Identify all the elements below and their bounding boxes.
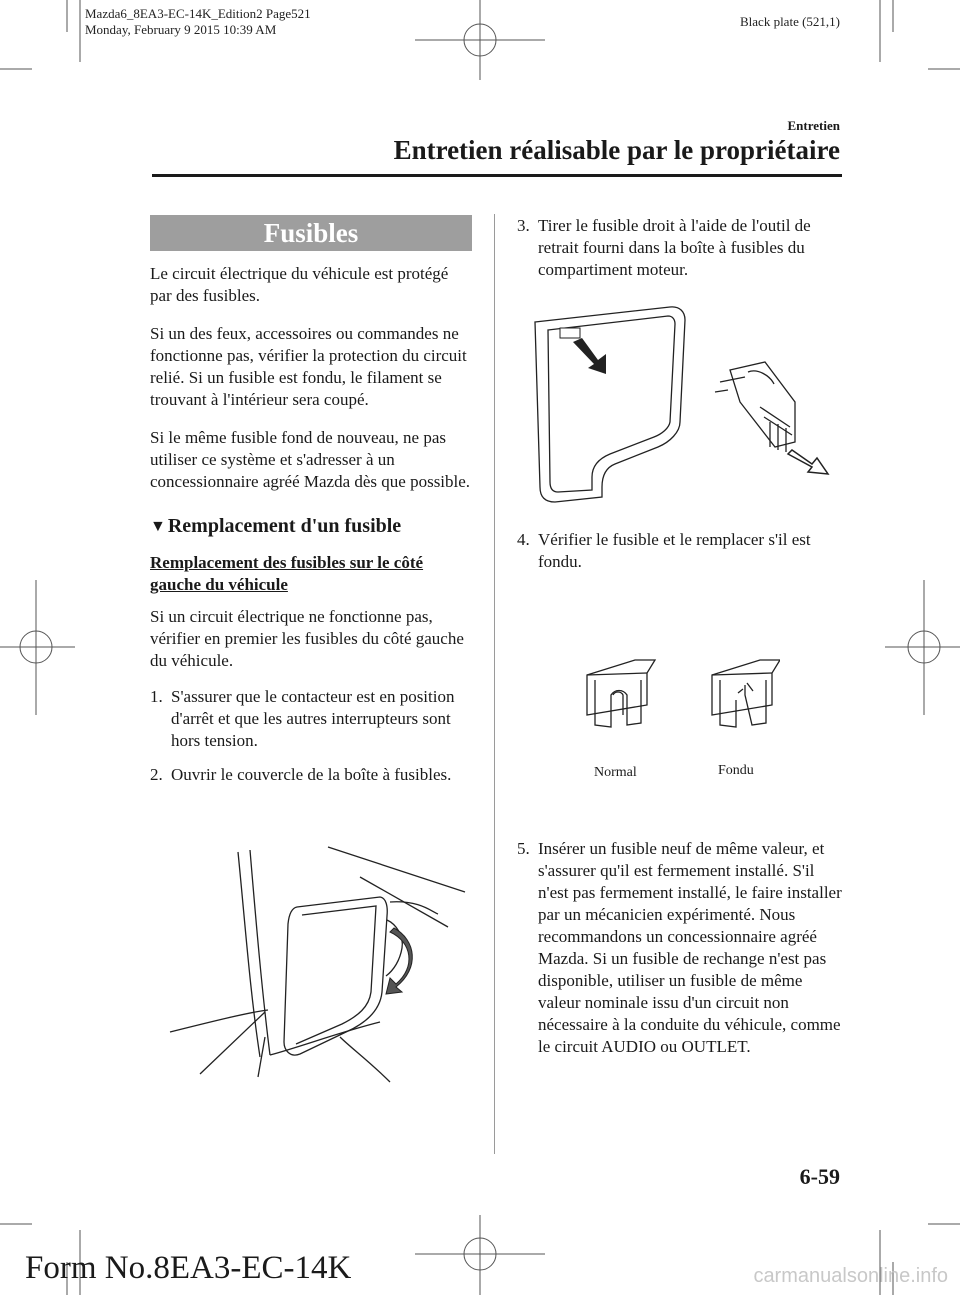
step-item xyxy=(517,215,847,281)
page-number: 6-59 xyxy=(799,1164,840,1189)
step-item xyxy=(517,529,847,573)
right-column xyxy=(517,215,847,281)
step-item xyxy=(150,764,472,786)
fuse-puller-illustration xyxy=(530,302,840,507)
print-header-file: Mazda6_8EA3-EC-14K_Edition2 Page521 xyxy=(85,6,311,21)
intro-paragraph: Le circuit électrique du véhicule est protégé par des fusibles. xyxy=(150,264,449,305)
step-number: 1. xyxy=(150,687,163,706)
step-text: Tirer le fusible droit à l'aide de l'outil de retrait fourni dans la boîte à fusibles du compartiment moteur. xyxy=(538,216,811,279)
subheading-text: Remplacement d'un fusible xyxy=(167,515,402,537)
warning-paragraph: Si le même fusible fond de nouveau, ne pas utiliser ce système et s'adresser à un concessionnaire agréé Mazda dès que possible. xyxy=(150,428,471,491)
column-divider xyxy=(494,214,495,1154)
print-header xyxy=(85,6,311,38)
subheading xyxy=(150,515,472,538)
check-paragraph: Si un des feux, accessoires ou commandes ne fonctionne pas, vérifier la protection du circuit relié. Si un fusible est fondu, le filament se trouvant à l'intérieur sera coupé. xyxy=(150,324,467,409)
section-label: Entretien xyxy=(787,118,840,133)
step-text: Insérer un fusible neuf de même valeur, et s'assurer qu'il est fermement installé. S'il n'est pas fermement installé, le faire installer par un mécanicien expérimenté. Nous recommandons un concessionnaire agréé Mazda. Si un fusible de rechange n'est pas disponible, utiliser un fusible de même valeur nominale issu d'un circuit non nécessaire à la conduite du véhicule, comme le circuit AUDIO ou OUTLET. xyxy=(538,839,842,1056)
fuse-label-normal: Normal xyxy=(594,765,637,780)
print-header-date: Monday, February 9 2015 10:39 AM xyxy=(85,22,277,37)
section-title: Entretien réalisable par le propriétaire xyxy=(393,135,840,165)
fuse-cover-illustration xyxy=(150,842,470,1087)
fusibles-banner: Fusibles xyxy=(150,215,472,251)
step-number: 3. xyxy=(517,216,530,235)
step-item xyxy=(150,686,472,752)
left-side-paragraph: Si un circuit électrique ne fonctionne pas, vérifier en premier les fusibles du côté gauche du véhicule. xyxy=(150,607,464,670)
left-column xyxy=(150,215,472,786)
step-text: Vérifier le fusible et le remplacer s'il est fondu. xyxy=(538,530,811,571)
watermark: carmanualsonline.info xyxy=(753,1265,948,1287)
fuse-label-fondu: Fondu xyxy=(718,763,754,778)
step-4 xyxy=(517,529,847,573)
step-5 xyxy=(517,838,847,1058)
step-number: 5. xyxy=(517,839,530,858)
step-text: Ouvrir le couvercle de la boîte à fusibles. xyxy=(171,765,452,784)
step-item xyxy=(517,838,847,1058)
plate-info: Black plate (521,1) xyxy=(740,14,840,29)
fuses-illustration xyxy=(575,655,780,747)
header-rule xyxy=(152,174,842,177)
step-number: 4. xyxy=(517,530,530,549)
step-number: 2. xyxy=(150,765,163,784)
underline-heading: Remplacement des fusibles sur le côté gauche du véhicule xyxy=(150,553,424,594)
form-number: Form No.8EA3-EC-14K xyxy=(25,1250,352,1286)
triangle-marker-icon: ▼ xyxy=(150,517,166,535)
step-text: S'assurer que le contacteur est en position d'arrêt et que les autres interrupteurs sont hors tension. xyxy=(171,687,455,750)
